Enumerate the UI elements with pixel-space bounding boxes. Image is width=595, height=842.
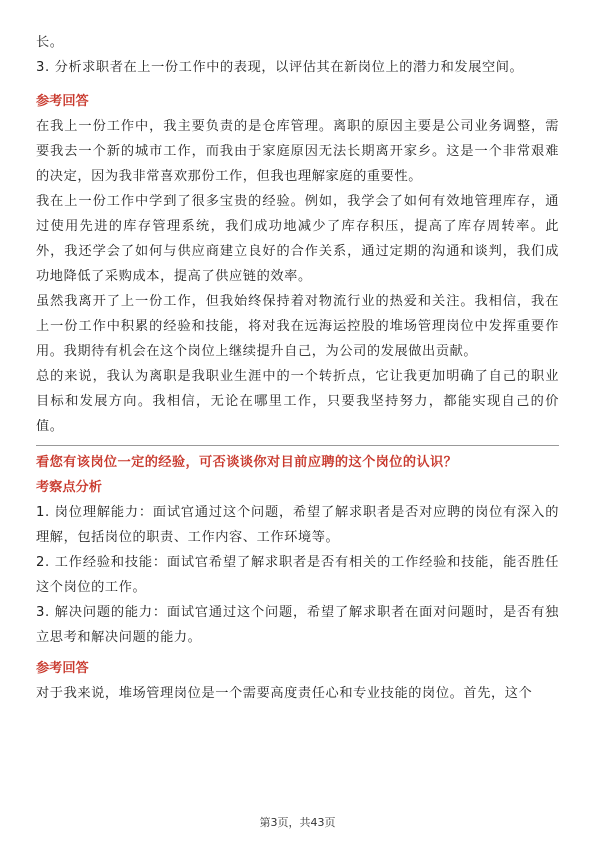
reference-answer-heading: 参考回答: [36, 94, 89, 109]
reference-answer-heading: 参考回答: [36, 661, 89, 676]
page-body: [36, 30, 559, 706]
answer-paragraph: 在我上一份工作中，我主要负责的是仓库管理。离职的原因主要是公司业务调整，需要我去一个新的城市工作，而我由于家庭原因无法长期离开家乡。这是一个非常艰难的决定，因为我非常喜欢那份工作，但我也理解家庭的重要性。: [36, 119, 559, 184]
answer-paragraph: 我在上一份工作中学到了很多宝贵的经验。例如，我学会了如何有效地管理库存，通过使用先进的库存管理系统，我们成功地减少了库存积压，提高了库存周转率。此外，我还学会了如何与供应商建立良好的合作关系，通过定期的沟通和谈判，我们成功地降低了采购成本，提高了供应链的效率。: [36, 194, 559, 284]
page-number: 第3页，共43页: [259, 816, 336, 829]
analysis-point: 3. 解决问题的能力：面试官通过这个问题，希望了解求职者在面对问题时，是否有独立思考和解决问题的能力。: [36, 605, 559, 645]
answer-paragraph: 总的来说，我认为离职是我职业生涯中的一个转折点，它让我更加明确了自己的职业目标和发展方向。我相信，无论在哪里工作，只要我坚持努力，都能实现自己的价值。: [36, 369, 559, 434]
answer-paragraph: 虽然我离开了上一份工作，但我始终保持着对物流行业的热爱和关注。我相信，我在上一份工作中积累的经验和技能，将对我在远海运控股的堆场管理岗位中发挥重要作用。我期待有机会在这个岗位上继续提升自己，为公司的发展做出贡献。: [36, 294, 559, 359]
continued-text: 长。: [36, 35, 64, 50]
answer-paragraph: 对于我来说，堆场管理岗位是一个需要高度责任心和专业技能的岗位。首先，这个: [36, 686, 533, 701]
analysis-heading: 考察点分析: [36, 480, 102, 495]
analysis-point: 1. 岗位理解能力：面试官通过这个问题，希望了解求职者是否对应聘的岗位有深入的理解，包括岗位的职责、工作内容、工作环境等。: [36, 505, 559, 545]
analysis-point-3: 3. 分析求职者在上一份工作中的表现，以评估其在新岗位上的潜力和发展空间。: [36, 60, 524, 75]
question-title: 看您有该岗位一定的经验，可否谈谈你对目前应聘的这个岗位的认识？: [36, 455, 458, 470]
section-divider: [36, 445, 559, 446]
analysis-point: 2. 工作经验和技能：面试官希望了解求职者是否有相关的工作经验和技能，能否胜任这个岗位的工作。: [36, 555, 559, 595]
